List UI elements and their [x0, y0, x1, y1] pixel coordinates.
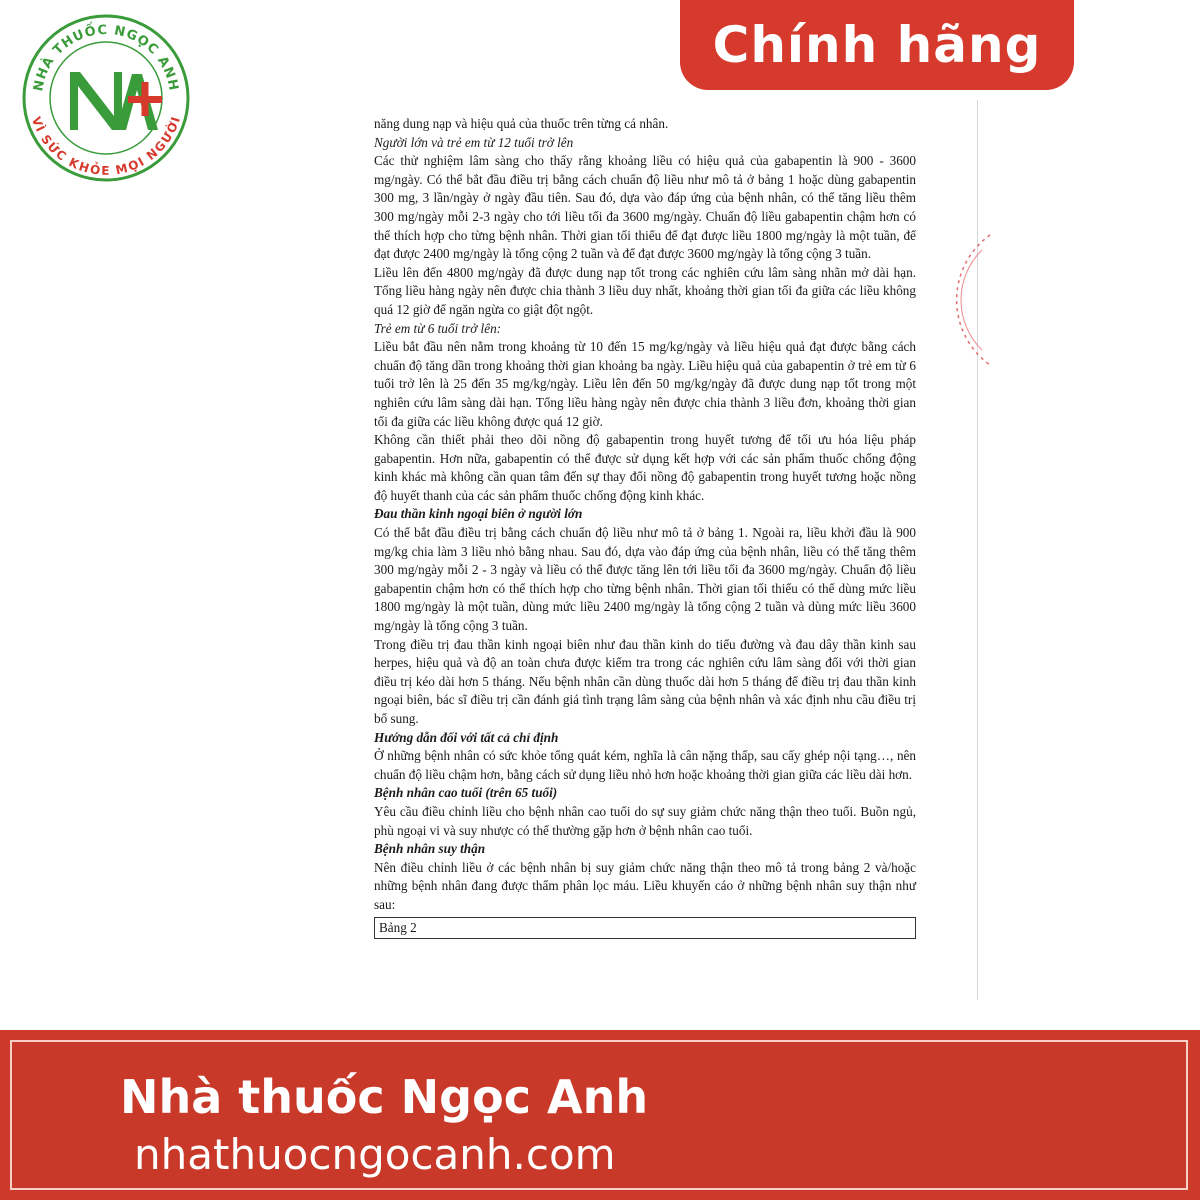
document-paragraph: năng dung nạp và hiệu quả của thuốc trên từng cá nhân.: [374, 116, 669, 131]
document-paragraph: Trong điều trị đau thần kinh ngoại biên như đau thần kinh do tiểu đường và đau dây thần kinh sau herpes, hiệu quả và độ an toàn chưa được kiểm tra trong các nghiên cứu lâm sàng đối với thời gian điều trị kéo dài hơn 5 tháng. Nếu bệnh nhân cần dùng thuốc dài hơn 5 tháng để điều trị đau thần kinh ngoại biên, bác sĩ điều trị cần đánh giá tình trạng lâm sàng của bệnh nhân và xác định nhu cầu điều trị bổ sung.: [374, 636, 916, 726]
document-paragraph: Có thể bắt đầu điều trị bằng cách chuẩn độ liều như mô tả ở bảng 1. Ngoài ra, liều khởi đầu là 900 mg/kg chia làm 3 liều nhỏ bằng nhau. Sau đó, dựa vào đáp ứng của bệnh nhân, liều có thể tăng thêm 300 mg/ngày mỗi 2 - 3 ngày và liều có thể được tăng lên tới liều tối đa 3600 mg/ngày. Chuẩn độ liều gabapentin chậm hơn có thể thích hợp cho từng bệnh nhân. Thời gian tối thiểu có thể dùng mức liều 1800 mg/ngày là một tuần, dùng mức liều 2400 mg/ngày là tổng cộng 2 tuần và dùng mức liều 3600 mg/ngày là tổng cộng 3 tuần.: [374, 525, 916, 634]
footer-banner: [0, 1030, 1200, 1200]
table-caption-box: Bảng 2: [374, 917, 916, 939]
logo-top-text: NHÀ THUỐC NGỌC ANH: [31, 22, 181, 93]
section-heading: Bệnh nhân cao tuổi (trên 65 tuổi): [374, 785, 558, 801]
document-paragraph: Không cần thiết phải theo dõi nồng độ gabapentin trong huyết tương để tối ưu hóa liệu pháp gabapentin. Hơn nữa, gabapentin có thể được sử dụng kết hợp với các sản phẩm thuốc chống động kinh khác mà không cần quan tâm đến sự thay đổi nồng độ gabapentin trong huyết tương hoặc nồng độ huyết thanh của các sản phẩm thuốc chống động kinh khác.: [374, 432, 916, 503]
stamp-fragment-icon: [952, 230, 992, 370]
logo-bottom-text: VÌ SỨC KHỎE MỌI NGƯỜI: [28, 114, 184, 178]
authentic-badge: [680, 0, 1074, 90]
footer-url[interactable]: nhathuocngocanh.com: [134, 1130, 616, 1179]
document-body: [374, 115, 916, 939]
document-paragraph: Liều bắt đầu nên nằm trong khoảng từ 10 đến 15 mg/kg/ngày và liều hiệu quả đạt được bằng cách chuẩn độ tăng dần trong khoảng thời gian khoảng ba ngày. Liều hiệu quả của gabapentin ở trẻ em từ 6 tuổi trở lên là 25 đến 35 mg/kg/ngày. Liều lên đến 50 mg/kg/ngày đã được dung nạp tốt trong một nghiên cứu lâm sàng dài hạn. Tổng liều hàng ngày nên được chia thành 3 liều đơn, khoảng thời gian tối đa giữa các liều không được quá 12 giờ.: [374, 339, 916, 429]
document-paragraph: Nên điều chỉnh liều ở các bệnh nhân bị suy giảm chức năng thận theo mô tả trong bảng 2 và/hoặc những bệnh nhân đang được thẩm phân lọc máu. Liều khuyến cáo ở những bệnh nhân suy thận như sau:: [374, 859, 916, 912]
section-heading: Đau thần kinh ngoại biên ở người lớn: [374, 506, 583, 522]
pharmacy-logo: [20, 12, 192, 184]
section-heading: Trẻ em từ 6 tuổi trở lên:: [374, 320, 502, 336]
document-paragraph: Các thử nghiệm lâm sàng cho thấy rằng khoảng liều có hiệu quả của gabapentin là 900 - 3600 mg/ngày. Có thể bắt đầu điều trị bằng cách chuẩn độ liều như mô tả ở bảng 1 hoặc dùng gabapentin 300 mg, 3 lần/ngày ở ngày đầu tiên. Sau đó, dựa vào đáp ứng của bệnh nhân, có thể tăng liều thêm 300 mg/ngày mỗi 2-3 ngày cho tới liều tối đa 3600 mg/ngày. Chuẩn độ liều gabapentin chậm hơn có thể thích hợp cho từng bệnh nhân. Thời gian tối thiểu để đạt được liều 1800 mg/ngày là một tuần, để đạt được 2400 mg/ngày là tổng cộng 2 tuần và để đạt được 3600 mg/ngày là tổng cộng 3 tuần.: [374, 153, 916, 262]
section-heading: Người lớn và trẻ em từ 12 tuổi trở lên: [374, 134, 574, 150]
footer-title: Nhà thuốc Ngọc Anh: [120, 1070, 649, 1124]
badge-label: Chính hãng: [712, 16, 1042, 74]
document-paragraph: Ở những bệnh nhân có sức khỏe tổng quát kém, nghĩa là cân nặng thấp, sau cấy ghép nội tạng…, nên chuẩn độ liều chậm hơn, bằng cách sử dụng liều nhỏ hơn hoặc khoảng thời gian giữa các liều dài hơn.: [374, 748, 916, 782]
section-heading: Hướng dẫn đối với tất cả chỉ định: [374, 729, 559, 745]
document-paragraph: Yêu cầu điều chỉnh liều cho bệnh nhân cao tuổi do sự suy giảm chức năng thận theo tuổi. Buồn ngủ, phù ngoại vi và suy nhược có thể thường gặp hơn ở bệnh nhân cao tuổi.: [374, 803, 916, 838]
document-paragraph: Liều lên đến 4800 mg/ngày đã được dung nạp tốt trong các nghiên cứu lâm sàng nhãn mở dài hạn. Tổng liều hàng ngày nên được chia thành 3 liều duy nhất, khoảng thời gian tối đa giữa các liều không quá 12 giờ để ngăn ngừa co giật đột ngột.: [374, 264, 916, 317]
section-heading: Bệnh nhân suy thận: [374, 841, 486, 857]
